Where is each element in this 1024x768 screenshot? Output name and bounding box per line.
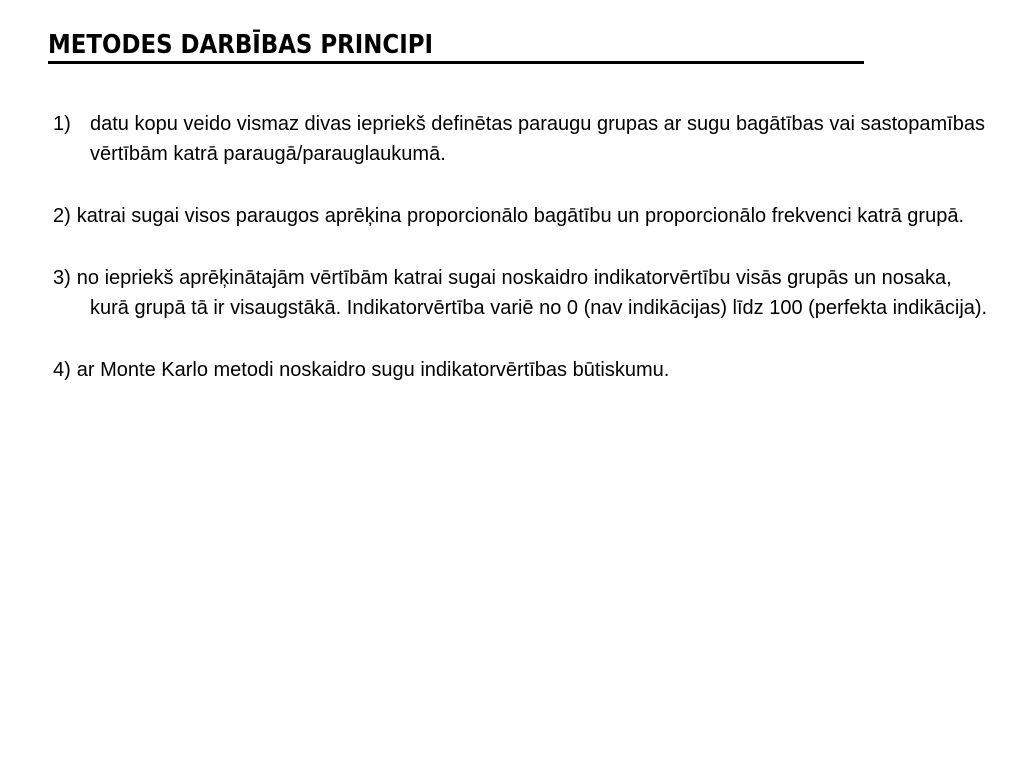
list-item — [53, 201, 993, 231]
list-item-marker: 1) — [53, 113, 71, 135]
list-item — [53, 109, 993, 169]
slide-title: METODES DARBĪBAS PRINCIPI — [48, 30, 434, 60]
list-item-marker: 3) — [53, 267, 71, 289]
list-item-marker: 4) — [53, 359, 71, 381]
list-item-text: katrai sugai visos paraugos aprēķina proporcionālo bagātību un proporcionālo frekvenci katrā grupā. — [76, 205, 965, 227]
list-item-text: ar Monte Karlo metodi noskaidro sugu indikatorvērtības būtiskumu. — [76, 359, 670, 381]
slide-title-bar — [48, 28, 864, 64]
list-item — [53, 355, 993, 385]
list-item-text: no iepriekš aprēķinātajām vērtībām katrai sugai noskaidro indikatorvērtību visās grupās un nosaka, kurā grupā tā ir visaugstākā. Indikatorvērtība variē no 0 (nav indikācijas) līdz 100 (perfekta indikācija). — [76, 267, 988, 319]
list-item-text: datu kopu veido vismaz divas iepriekš definētas paraugu grupas ar sugu bagātības vai sastopamības vērtībām katrā paraugā/parauglaukumā. — [90, 113, 985, 165]
list-item-marker: 2) — [53, 205, 71, 227]
method-steps-list — [53, 109, 993, 417]
list-item — [53, 263, 993, 323]
